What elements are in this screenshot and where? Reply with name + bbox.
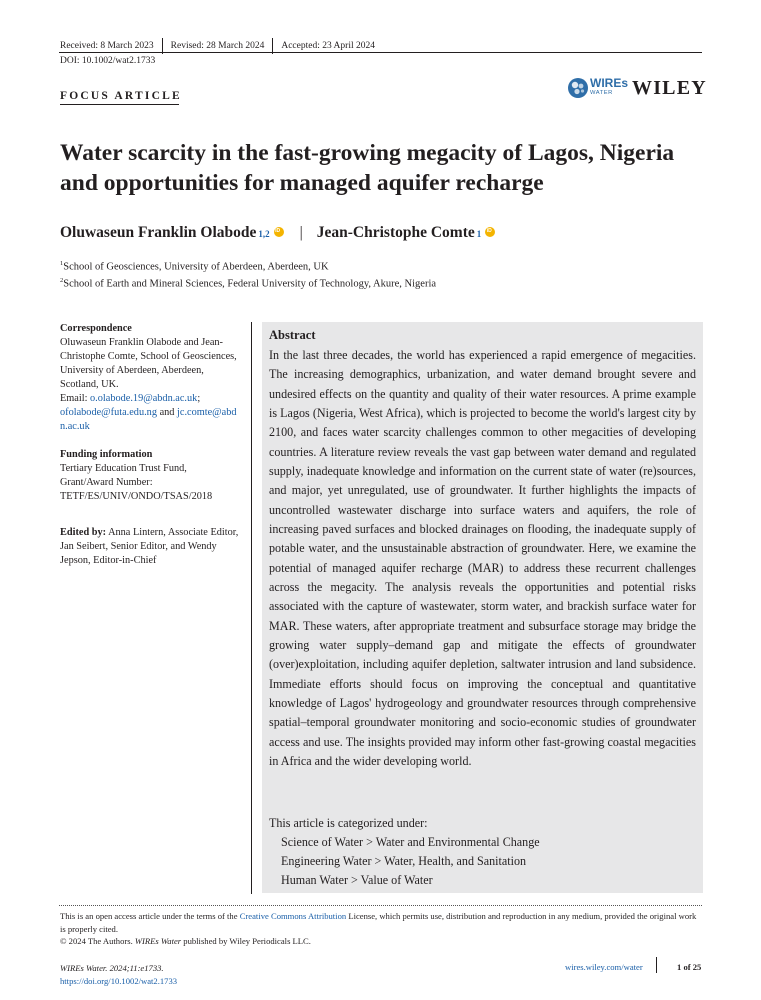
license-link[interactable]: Creative Commons Attribution	[239, 911, 347, 921]
doi-link[interactable]: https://doi.org/10.1002/wat2.1733	[60, 976, 178, 986]
column-divider	[251, 322, 252, 894]
funding-heading: Funding information	[60, 449, 153, 460]
correspondence-heading: Correspondence	[60, 323, 132, 334]
edited-by-label: Edited by:	[60, 527, 107, 538]
category-item: Human Water > Value of Water	[281, 873, 433, 887]
header-rule	[59, 52, 702, 53]
author-name[interactable]: Jean-Christophe Comte	[316, 224, 475, 241]
author-separator: |	[299, 224, 303, 241]
abstract-text: In the last three decades, the world has experienced a rapid emergence of megacities. The increasing demographics, urbanization, and water demand brought severe and undesired effects on the quantity and quality of their water resources. A prime example is Lagos (Nigeria, West Africa), which is projected to become the world's largest city by 2100, and faces water scarcity challenges common to other megacities of developing countries. A literature review reveals the vast gap between water demand and regulated supply, inadequate knowledge and information on the current state of water (re)sources, and major, yet unregulated, use of groundwater. It further highlights the impacts of uncontrolled wastewater discharge into surface waters and aquifers, the role of increasing paved surfaces and blocked drainages on flooding, the inadequate supply of potable water, and the unsustainable abstraction of groundwater. Here, we examine the potential of managed aquifer recharge (MAR) to address these recurrent challenges across the megacity. The analysis reveals the opportunities and potential risks associated with the capture of wastewater, storm water, and brackish surface water for MAR. These waters, after appropriate treatment and subsurface storage may bridge the growing water supply–demand gap and mitigate the effects of groundwater (over)exploitation, including aquifer depletion, saltwater intrusion and land subsidence. Immediate efforts should focus on improving the conceptual and quantitative knowledge of Lagos' hydrogeology and groundwater resources through comprehensive spatial–temporal groundwater monitoring and socio-economic studies of groundwater access and use. The insights provided may inform other fast-growing coastal megacities in Africa and the wider developing world.	[269, 348, 696, 768]
journal-site-link[interactable]: wires.wiley.com/water	[565, 962, 643, 972]
copyright	[60, 936, 311, 946]
affiliation	[60, 277, 436, 290]
category-item: Engineering Water > Water, Health, and Sanitation	[281, 854, 527, 868]
categories-heading: This article is categorized under:	[269, 816, 428, 830]
copyright-journal: WIREs Water	[134, 936, 182, 946]
affiliation-number: 1	[60, 260, 64, 267]
revised-date: Revised: 28 March 2024	[170, 41, 265, 51]
license-notice	[60, 910, 700, 936]
category-item: Science of Water > Water and Environmental Change	[281, 835, 540, 849]
correspondence-body: Oluwaseun Franklin Olabode and Jean-Christophe Comte, School of Geosciences, University of Aberdeen, Aberdeen, Scotland, UK.	[60, 337, 237, 390]
affiliation	[60, 260, 329, 273]
funding-body: Tertiary Education Trust Fund, Grant/Award Number: TETF/ES/UNIV/ONDO/TSAS/2018	[60, 463, 213, 502]
license-text: This is an open access article under the terms of the	[60, 911, 240, 921]
orcid-icon[interactable]	[485, 227, 495, 237]
affiliation-text: School of Geosciences, University of Aberdeen, Aberdeen, UK	[63, 261, 329, 273]
orcid-icon[interactable]	[274, 227, 284, 237]
article-sidebar	[60, 322, 240, 582]
article-title: Water scarcity in the fast-growing megacity of Lagos, Nigeria and opportunities for managed aquifer recharge	[60, 140, 675, 196]
edited-by-body: Anna Lintern, Associate Editor, Jan Seibert, Senior Editor, and Wendy Jepson, Editor-in-Chief	[60, 527, 239, 566]
page-number: 1 of 25	[677, 962, 702, 972]
doi[interactable]: DOI: 10.1002/wat2.1733	[60, 56, 156, 66]
wires-logo-text: WIREs	[590, 76, 629, 90]
edited-by-block	[60, 526, 240, 568]
journal-citation	[60, 962, 177, 988]
email-and: and	[159, 407, 175, 418]
funding-block	[60, 448, 240, 504]
author-name[interactable]: Oluwaseun Franklin Olabode	[60, 224, 257, 241]
email-link[interactable]: ofolabode@futa.edu.ng	[60, 407, 157, 418]
article-type-underline	[60, 104, 179, 105]
abstract-heading: Abstract	[269, 328, 316, 342]
accepted-date: Accepted: 23 April 2024	[281, 41, 375, 51]
affiliation-text: School of Earth and Mineral Sciences, Federal University of Technology, Akure, Nigeria	[63, 278, 437, 290]
footer-divider	[656, 957, 657, 973]
article-type: FOCUS ARTICLE	[60, 90, 182, 102]
email-label: Email:	[60, 393, 88, 404]
author-affiliation-ref[interactable]: 1	[476, 229, 482, 239]
email-link[interactable]: jc.comte@abdn.ac.uk	[60, 407, 237, 432]
correspondence-block	[60, 322, 240, 434]
affiliation-number: 2	[60, 277, 64, 284]
footer-rule	[59, 905, 702, 906]
wiley-logo[interactable]: WILEY	[632, 77, 707, 99]
wires-logo-subtitle: WATER	[590, 90, 613, 96]
email-link[interactable]: o.olabode.19@abdn.ac.uk	[90, 393, 198, 404]
correspondence-emails: Email: o.olabode.19@abdn.ac.uk; ofolabode@futa.edu.ng and jc.comte@abdn.ac.uk	[60, 393, 237, 432]
license-text: License, which permits use, distribution and reproduction in any medium, provided the original work is properly cited.	[60, 911, 697, 934]
journal-citation-text: WIREs Water. 2024;11:e1733.	[60, 963, 164, 973]
author-affiliation-ref[interactable]: 1,2	[258, 229, 270, 239]
copyright-text: published by Wiley Periodicals LLC.	[181, 936, 311, 946]
author-list	[60, 224, 495, 242]
copyright-text: © 2024 The Authors.	[60, 936, 135, 946]
received-date: Received: 8 March 2023	[60, 41, 154, 51]
